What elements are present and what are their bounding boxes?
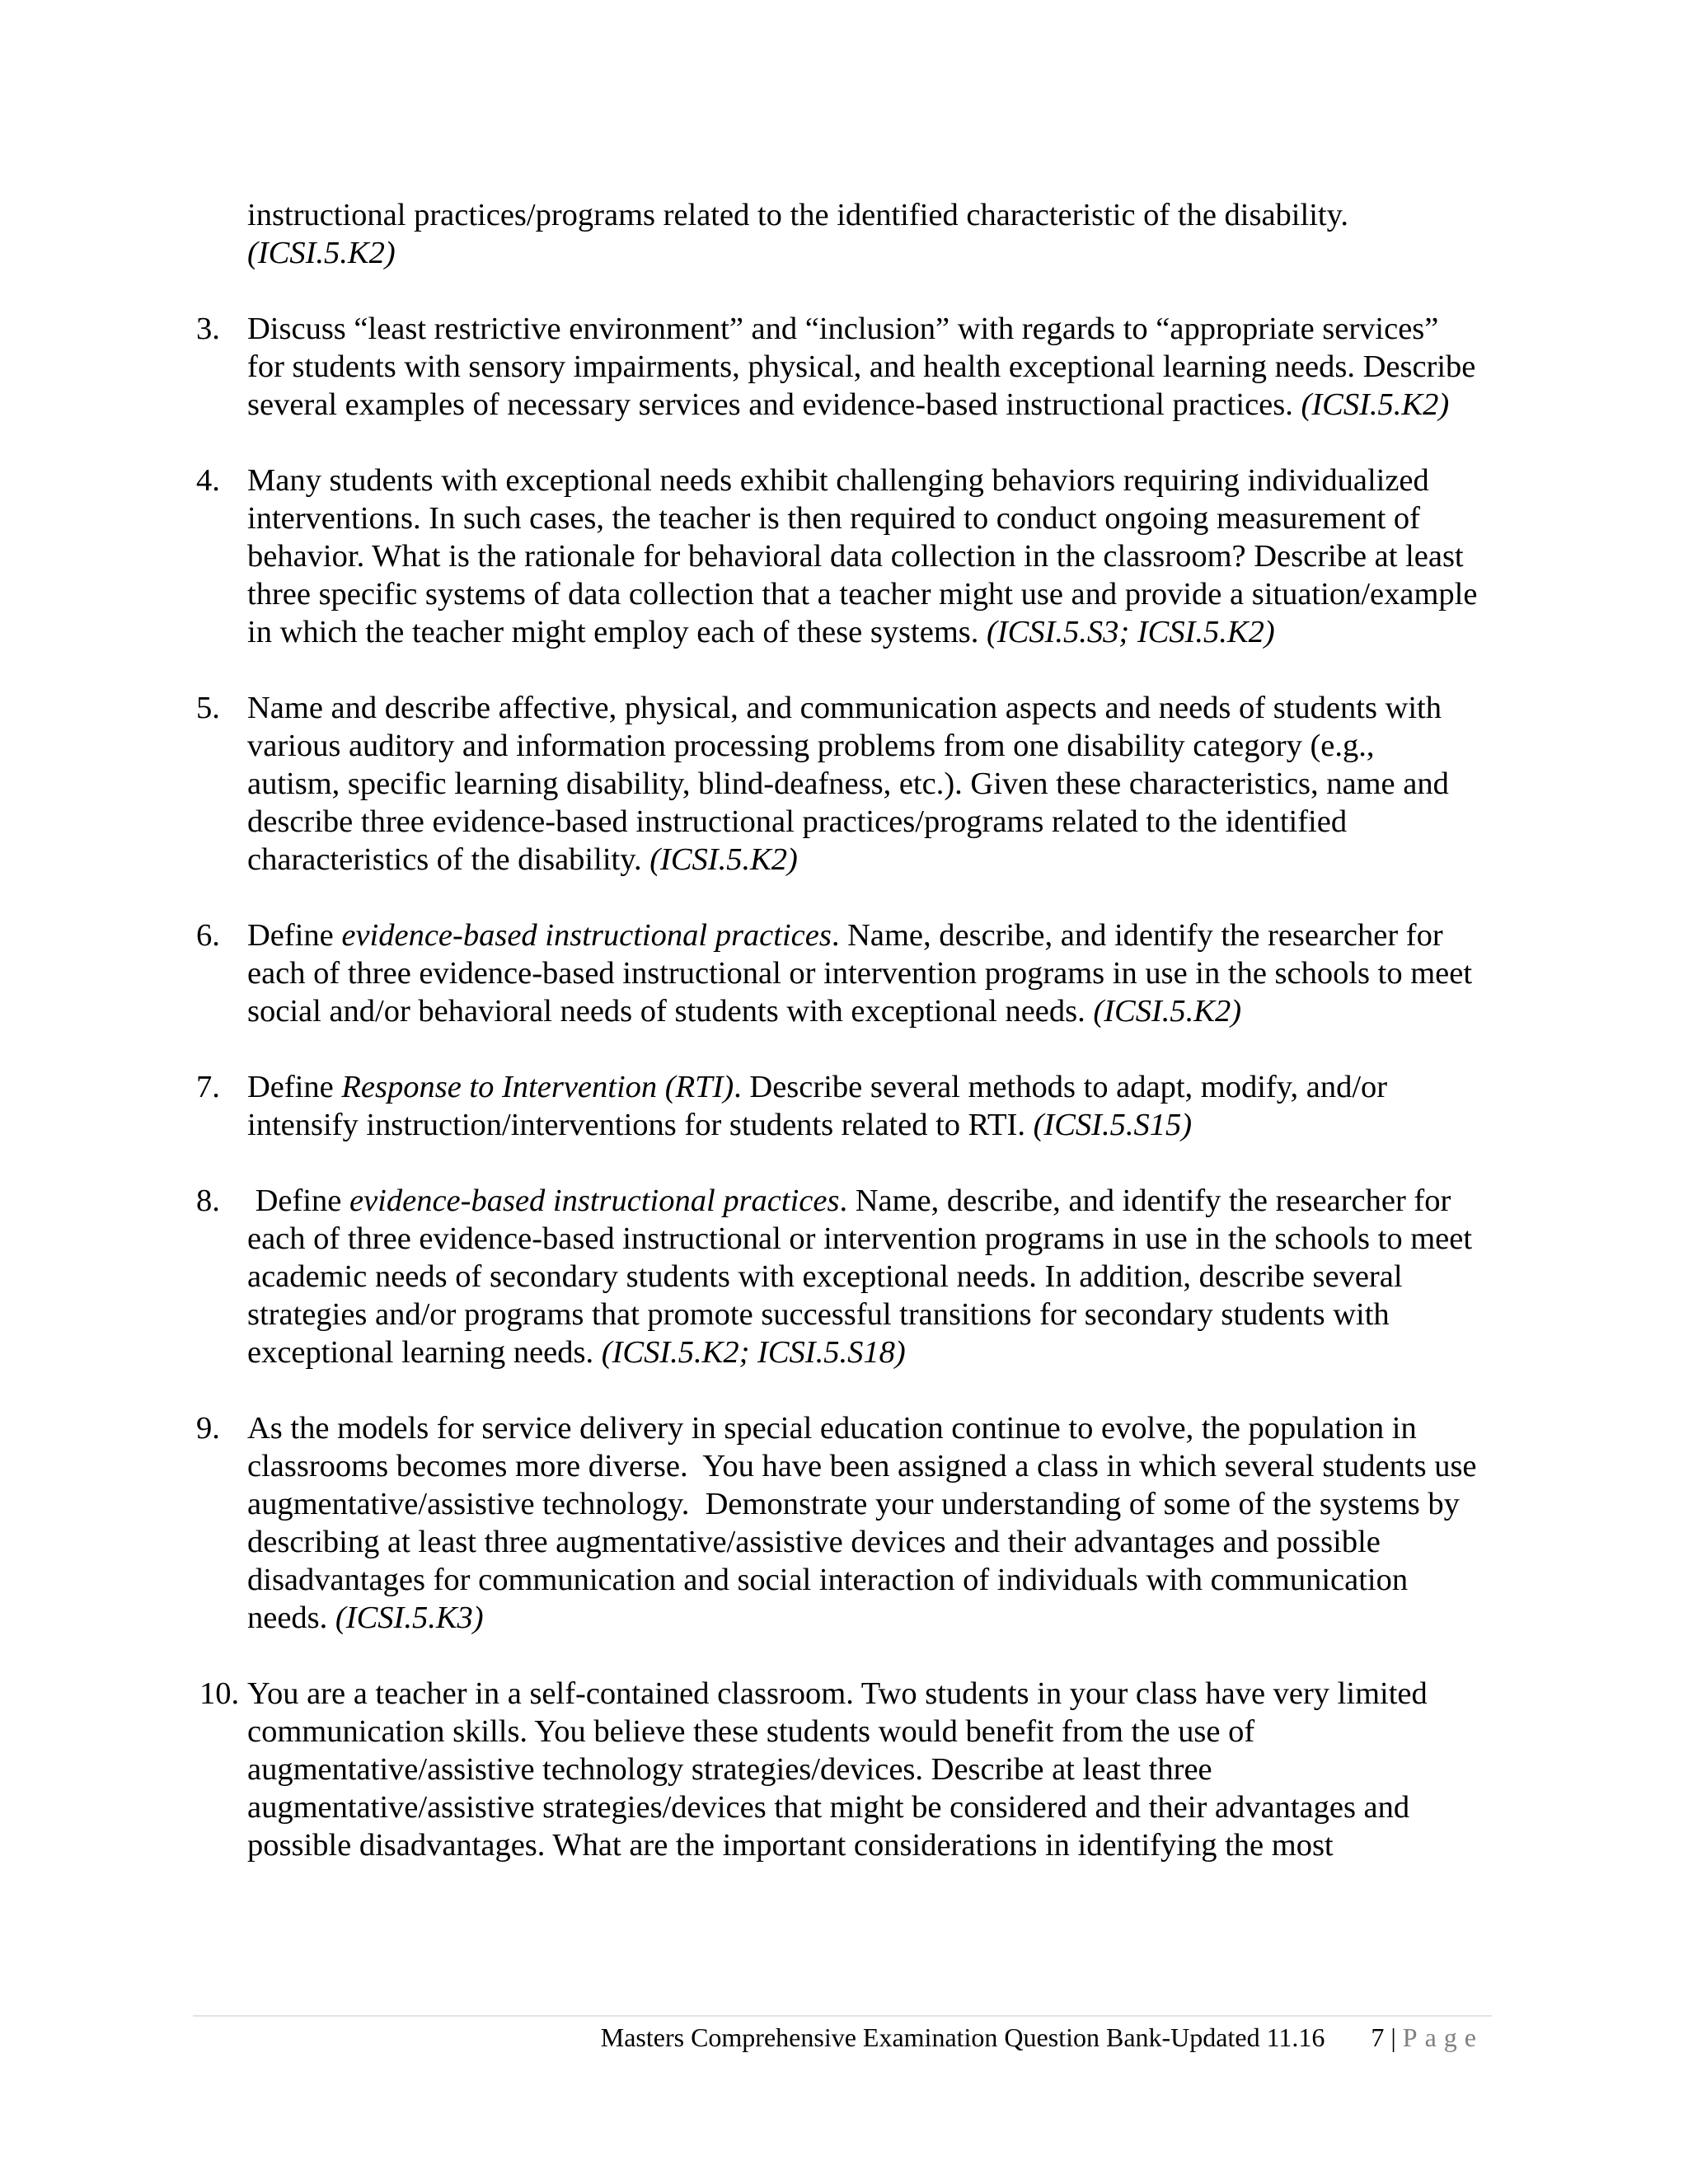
question-lead: Define [247, 1070, 334, 1104]
defined-term: evidence-based instructional practices [341, 918, 832, 953]
question-item [196, 689, 1467, 879]
page-label: Page [1402, 2022, 1484, 2052]
question-text: . Name, describe, and identify the researcher for each of three evidence-based instructional or intervention programs in use in the schools to meet social and/or behavioral needs of students with exceptional needs. [247, 918, 1473, 1029]
question-number: 9. [196, 1411, 220, 1446]
question-item [196, 310, 1479, 424]
question-lead: Define [247, 918, 334, 953]
standard-reference: (ICSI.5.K2) [649, 842, 798, 877]
standard-reference: (ICSI.5.S15) [1033, 1108, 1193, 1142]
question-item [196, 1182, 1488, 1371]
question-number: 4. [196, 463, 220, 498]
standard-reference: (ICSI.5.K2; ICSI.5.S18) [601, 1335, 906, 1370]
question-text: . Name, describe, and identify the researcher for each of three evidence-based instructional or intervention programs in use in the schools to meet academic needs of secondary students with exceptional needs. In addition, describe several strategies and/or programs that promote successful transitions for secondary students with exceptional learning needs. [247, 1183, 1473, 1370]
footer-divider [193, 2015, 1492, 2017]
question-item [196, 916, 1484, 1030]
question-text: Name and describe affective, physical, and communication aspects and needs of students with various auditory and information processing problems from one disability category (e.g., autism, specific learning disability, blind-deafness, etc.). Given these characteristics, name and describe three evidence-based instructional practices/programs related to the identified characteristics of the disability. [247, 691, 1449, 877]
page-number: 7 [1371, 2022, 1385, 2052]
standard-reference: (ICSI.5.K2) [1301, 387, 1450, 422]
question-item [196, 1068, 1484, 1144]
continuation-text: instructional practices/programs related to the identified characteristic of the disability. [247, 198, 1348, 232]
question-text: . Describe several methods to adapt, modify, and/or intensify instruction/interventions for students related to RTI. [247, 1070, 1388, 1142]
defined-term: Response to Intervention (RTI) [341, 1070, 734, 1104]
question-lead: Define [247, 1183, 342, 1218]
question-text: You are a teacher in a self-contained classroom. Two students in your class have very limited communication skills. You believe these students would benefit from the use of augmentative/assistive technology strategies/devices. Describe at least three augmentative/assistive strategies/devices that might be considered and their advantages and possible disadvantages. What are the important considerations in identifying the most [247, 1676, 1428, 1863]
question-number: 5. [196, 691, 220, 725]
question-text: Discuss “least restrictive environment” and “inclusion” with regards to “appropriate services” for students with sensory impairments, physical, and health exceptional learning needs. Describe several examples of necessary services and evidence-based instructional practices. [247, 312, 1476, 422]
page-footer [0, 2021, 1484, 2054]
question-text: As the models for service delivery in special education continue to evolve, the population in classrooms becomes more diverse. You have been assigned a class in which several students use augmentative/assistive technology. Demonstrate your understanding of some of the systems by describing at least three augmentative/assistive devices and their advantages and possible disadvantages for communication and social interaction of individuals with communication needs. [247, 1411, 1485, 1635]
question-number: 7. [196, 1070, 220, 1104]
question-continuation [247, 196, 1500, 272]
question-item [199, 1675, 1500, 1864]
question-text: Many students with exceptional needs exhibit challenging behaviors requiring individualized interventions. In such cases, the teacher is then required to conduct ongoing measurement of behavior. What is the rationale for behavioral data collection in the classroom? Describe at least three specific systems of data collection that a teacher might use and provide a situation/example in which the teacher might employ each of these systems. [247, 463, 1478, 649]
defined-term: evidence-based instructional practices [349, 1183, 840, 1218]
footer-separator: | [1390, 2022, 1396, 2052]
question-item [196, 462, 1500, 651]
footer-title: Masters Comprehensive Examination Question Bank-Updated 11.16 [600, 2022, 1325, 2052]
page-content [196, 196, 1500, 1902]
question-number: 3. [196, 312, 220, 346]
question-item [196, 1409, 1496, 1637]
question-number: 8. [196, 1183, 220, 1218]
standard-reference: (ICSI.5.S3; ICSI.5.K2) [987, 615, 1275, 649]
question-number: 10. [199, 1676, 240, 1711]
standard-reference: (ICSI.5.K2) [1093, 994, 1242, 1029]
standard-reference: (ICSI.5.K2) [247, 236, 396, 270]
standard-reference: (ICSI.5.K3) [335, 1601, 484, 1635]
question-number: 6. [196, 918, 220, 953]
